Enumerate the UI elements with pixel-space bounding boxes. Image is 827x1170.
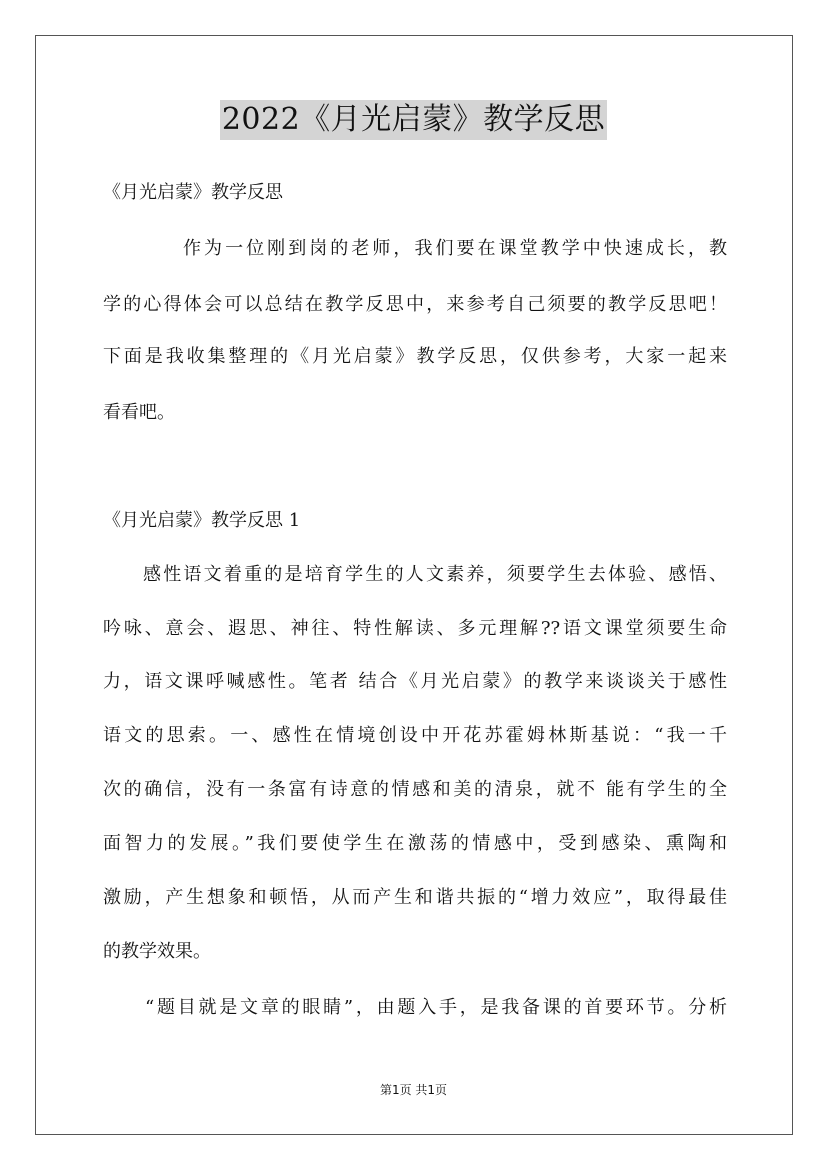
paragraph-line: 面智力的发展。”我们要使学生在激荡的情感中，受到感染、熏陶和 [103, 833, 727, 854]
paragraph-line: 力，语文课呼喊感性。笔者 结合《月光启蒙》的教学来谈谈关于感性 [103, 671, 727, 692]
intro-line: 看看吧。 [103, 402, 175, 423]
title-container [0, 100, 827, 140]
intro-line: 下面是我收集整理的《月光启蒙》教学反思，仅供参考，大家一起来 [103, 346, 727, 367]
paragraph-line: 语文的思索。一、感性在情境创设中开花苏霍姆林斯基说：“我一千 [103, 725, 727, 746]
paragraph-line: 的教学效果。 [103, 941, 211, 962]
paragraph-line: “题目就是文章的眼睛”，由题入手，是我备课的首要环节。分析 [145, 997, 727, 1018]
subtitle: 《月光启蒙》教学反思 [103, 182, 283, 203]
paragraph-line: 次的确信，没有一条富有诗意的情感和美的清泉，就不 能有学生的全 [103, 779, 727, 800]
document-title: 2022《月光启蒙》教学反思 [220, 100, 607, 140]
paragraph-line: 激励，产生想象和顿悟，从而产生和谐共振的“增力效应”，取得最佳 [103, 887, 727, 908]
intro-line: 作为一位刚到岗的老师，我们要在课堂教学中快速成长，教 [183, 238, 727, 259]
intro-line: 学的心得体会可以总结在教学反思中，来参考自己须要的教学反思吧！ [103, 294, 727, 315]
paragraph-line: 感性语文着重的是培育学生的人文素养，须要学生去体验、感悟、 [143, 564, 727, 585]
section-heading: 《月光启蒙》教学反思 1 [103, 510, 301, 531]
paragraph-line: 吟咏、意会、遐思、神往、特性解读、多元理解??语文课堂须要生命 [103, 618, 727, 639]
page-footer: 第1页 共1页 [379, 1083, 448, 1097]
